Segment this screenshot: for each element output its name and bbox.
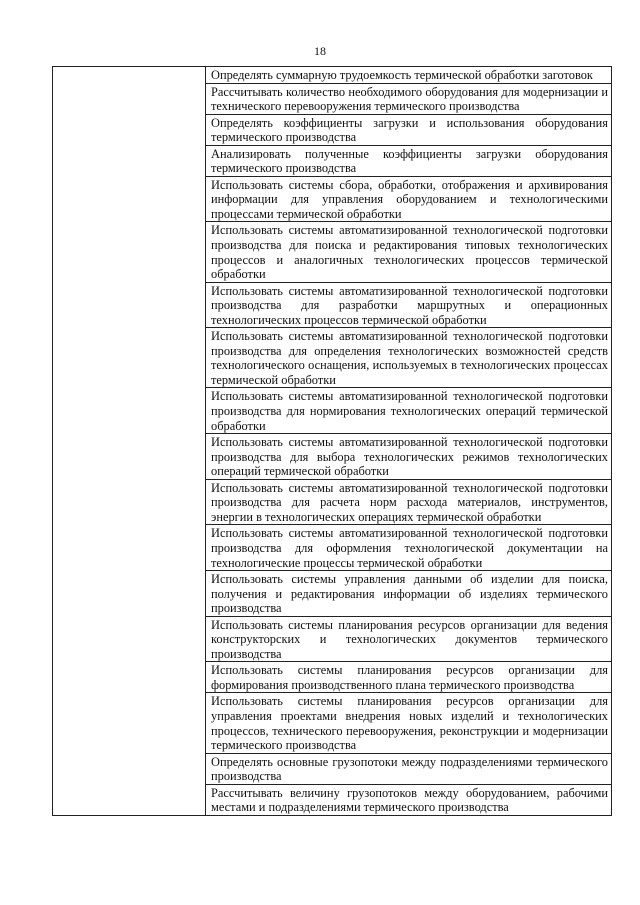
skill-cell [206,753,612,784]
table-row [53,67,612,84]
skill-cell [206,328,612,388]
skill-text: Использовать системы автоматизированной технологической подготовки производства для оформления технологической документации на технологические процессы термической обработки [211,526,608,570]
skill-cell [206,67,612,84]
skill-text: Определять коэффициенты загрузки и использования оборудования термического производства [211,115,608,145]
skill-text: Определять основные грузопотоки между подразделениями термического производства [211,754,608,784]
skill-text: Использовать системы планирования ресурсов организации для управления проектами внедрения новых изделий и технологических процессов, технического перевооружения, реконструкции и модернизации термического производства [211,694,608,753]
skill-text: Использовать системы управления данными об изделии для поиска, получения и редактирования информации об изделиях термического производства [211,572,608,616]
skill-cell [206,571,612,617]
skill-cell [206,83,612,114]
skill-cell [206,616,612,662]
skill-text: Использовать системы автоматизированной технологической подготовки производства для нормирования технологических операций термической обработки [211,389,608,433]
page-number: 18 [314,44,326,58]
skill-cell [206,525,612,571]
skills-table [52,66,612,816]
skills-table-body [53,67,612,816]
skill-cell [206,282,612,328]
skill-cell [206,222,612,282]
empty-left-cell [53,67,206,816]
skill-text: Рассчитывать величину грузопотоков между оборудованием, рабочими местами и подразделениями термического производства [211,785,608,815]
skill-text: Использовать системы автоматизированной технологической подготовки производства для разработки маршрутных и операционных технологических процессов термической обработки [211,283,608,327]
skill-cell [206,145,612,176]
skill-text: Анализировать полученные коэффициенты загрузки оборудования термического производства [211,146,608,176]
skill-cell [206,662,612,693]
skill-cell [206,479,612,525]
skill-text: Использовать системы автоматизированной технологической подготовки производства для расчета норм расхода материалов, инструментов, энергии в технологических операциях термической обработки [211,480,608,524]
skill-text: Определять суммарную трудоемкость термической обработки заготовок [211,68,593,82]
skill-text: Использовать системы автоматизированной технологической подготовки производства для определения технологических возможностей средств технологического оснащения, используемых в технологических процессах термической обработки [211,329,608,387]
skill-cell [206,176,612,222]
skill-cell [206,784,612,815]
skill-cell [206,388,612,434]
skill-cell [206,693,612,753]
skill-cell [206,434,612,480]
skill-text: Использовать системы планирования ресурсов организации для формирования производственного плана термического производства [211,663,608,692]
skill-text: Использовать системы автоматизированной технологической подготовки производства для выбора технологических режимов технологических операций термической обработки [211,435,608,479]
skill-text: Использовать системы автоматизированной технологической подготовки производства для поиска и редактирования типовых технологических процессов и аналогичных технологических процессов термической обработки [211,223,608,282]
skill-text: Использовать системы планирования ресурсов организации для ведения конструкторских и технологических документов термического производства [211,617,608,661]
skill-text: Рассчитывать количество необходимого оборудования для модернизации и технического перевооружения термического производства [211,84,608,114]
skill-cell [206,114,612,145]
skill-text: Использовать системы сбора, обработки, отображения и архивирования информации для управления оборудованием и технологическими процессами термической обработки [211,177,608,221]
